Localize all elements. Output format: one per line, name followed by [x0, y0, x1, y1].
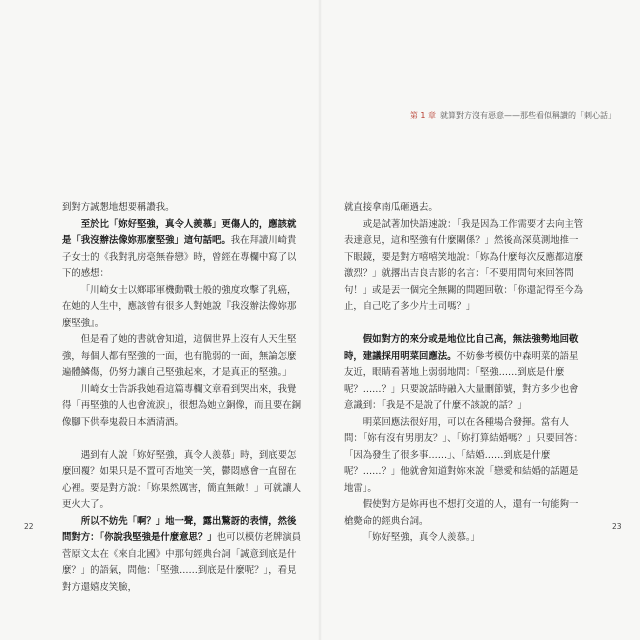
paragraph — [344, 200, 584, 217]
body-text: 到對方誠懇地想要稱讚我。 — [62, 202, 175, 213]
body-text: 明菜回應法很好用，可以在各種場合發揮。當有人問：「妳有沒有男朋友？」、「妳打算結婚嗎？」只要回答：「因為發生了很多事……」、「結婚……到底是什麼呢？……？」他就會知道對妳來說「戀愛和結婚的話題是地雷」。 — [344, 416, 584, 494]
emphasized-text: 所以不妨先「啊？」地一聲，露出驚訝的表情，然後問對方：「你說我堅強是什麼意思？」 — [62, 515, 297, 543]
body-text: 也可以模仿老牌演員菅原文太在《來自北國》中那句經典台詞「誠意到底是什麼？」的語氣，問他：「堅強……到底是什麼呢？」，看見對方還嬉皮笑臉， — [62, 532, 302, 593]
body-text: 「川崎女士以鄉耶軍機動戰士般的強度攻擊了乳癌，在她的人生中，應該曾有很多人對她說『我沒辦法像妳那麼堅強』。 — [62, 284, 297, 329]
paragraph — [344, 415, 584, 498]
page-number-left: 22 — [24, 522, 34, 531]
body-text: 但是看了她的書就會知道，這個世界上沒有人天生堅強，每個人都有堅強的一面，也有脆弱的一面，無論怎麼遍體鱗傷，仍努力讓自己堅強起來，才是真正的堅強。」 — [62, 334, 297, 378]
paragraph — [62, 448, 302, 514]
paragraph — [344, 497, 584, 530]
chapter-label: 第 1 章 — [409, 111, 436, 120]
paragraph — [344, 530, 584, 547]
running-head — [320, 110, 616, 121]
body-text: 假使對方是妳再也不想打交道的人，還有一句能夠一槍斃命的經典台詞。 — [344, 499, 579, 527]
paragraph — [62, 382, 302, 432]
right-page-body — [344, 200, 584, 547]
paragraph — [62, 217, 302, 283]
emphasized-text: 假如對方的來分或是地位比自己高，無法強勢地回敬時，建議採用明菜回應法。 — [344, 334, 579, 362]
body-text: 遇到有人說「妳好堅強，真令人羨慕」時，到底要怎麼回覆？如果只是不置可否地笑一笑，鬱悶感會一直留在心裡。要是對方說：「妳果然厲害，簡直無敵！」可就讓人更火大了。 — [62, 449, 302, 510]
paragraph — [62, 283, 302, 333]
body-text: 或是試著加快語速說：「我是因為工作需要才去向主管表達意見，這和堅強有什麼關係？」然後高深莫測地推一下眼鏡，要是對方嘻嘻笑地說：「妳為什麼每次反應都這麼激烈？」就撂出吉良吉影的名言：「不要用問句來回答問句！」或是丟一個完全無關的問題回敬：「你還記得至今為止，自己吃了多少片土司嗎？」 — [344, 218, 584, 312]
body-text: 不妨參考模仿中森明菜的語星友近，眼睛看著地上弱弱地問：「堅強……到底是什麼呢？……？」只要說話時融入大量刪節號，對方多少也會意識到：「我是不是說了什麼不該說的話？」 — [344, 350, 579, 411]
emphasized-text: 至於比「妳好堅強，真令人羨慕」更傷人的，應該就是「我沒辦法像妳那麼堅強」這句話吧。 — [62, 218, 297, 246]
paragraph — [344, 332, 584, 415]
body-text: 川崎女士告訴我她看這篇專欄文章看到哭出來，我覺得「再堅強的人也會流淚」，很想為她立銅像，而且要在銅像腳下供奉鬼殺日本酒清酒。 — [62, 383, 302, 428]
left-page-body — [62, 200, 302, 596]
paragraph — [62, 332, 302, 382]
paragraph — [62, 200, 302, 217]
body-text: 我在拜讀川崎貴子女士的《我對乳房毫無眷戀》時，曾經在專欄中寫了以下的感想： — [62, 235, 297, 279]
body-text: 「妳好堅強，真令人羨慕。」 — [362, 532, 480, 543]
page-number-right: 23 — [612, 522, 622, 531]
paragraph — [344, 217, 584, 316]
body-text: 就直接拿南瓜砸過去。 — [344, 202, 438, 213]
paragraph — [62, 514, 302, 597]
chapter-title: 就算對方沒有惡意——那些看似稱讚的「刺心話」 — [440, 111, 616, 120]
right-page — [320, 0, 640, 640]
